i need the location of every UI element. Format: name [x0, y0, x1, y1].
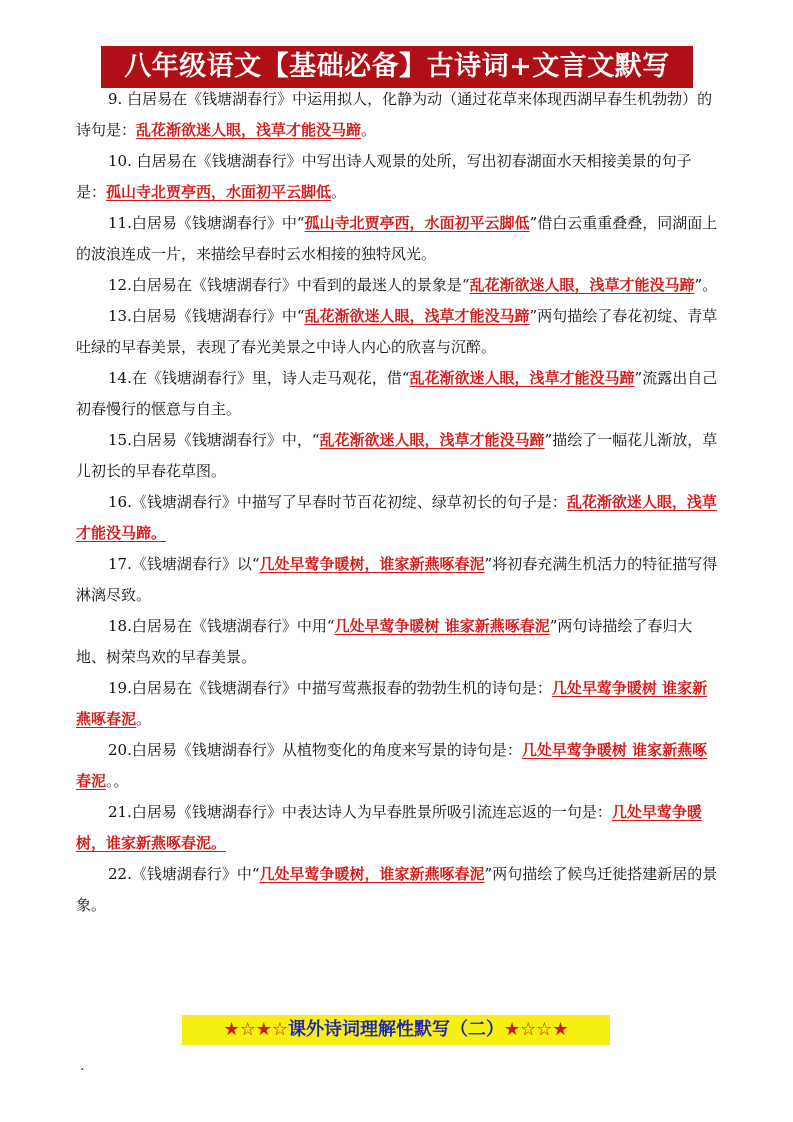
question-tail: ”描绘了一幅花儿渐放，草儿初长的早春花草图。 — [76, 431, 718, 480]
question-tail: ”两句描绘了候鸟迁徙搭建新居的景象。 — [76, 865, 718, 914]
question-tail: ”两句诗描绘了春归大地、树荣鸟欢的早春美景。 — [76, 617, 693, 666]
answer-text: 乱花渐欲迷人眼，浅草才能没马蹄 — [304, 307, 530, 325]
list-item — [76, 270, 720, 301]
question-text: 12.白居易在《钱塘湖春行》中看到的最迷人的景象是“ — [108, 276, 470, 294]
list-item — [76, 425, 720, 487]
list-item — [76, 301, 720, 363]
page-title: 八年级语文【基础必备】古诗词+文言文默写 — [101, 46, 693, 88]
answer-text: 孤山寺北贾亭西，水面初平云脚低 — [304, 214, 530, 232]
question-text: 11.白居易《钱塘湖春行》中“ — [108, 214, 305, 232]
question-text: 10. 白居易在《钱塘湖春行》中写出诗人观景的处所，写出初春湖面水天相接美景的句子是： — [76, 152, 692, 201]
star-icon-group-left: ★☆★☆ — [223, 1019, 288, 1040]
answer-text: 乱花渐欲迷人眼，浅草才能没马蹄 — [469, 276, 695, 294]
footer-mark: . — [80, 1058, 85, 1074]
list-item — [76, 84, 720, 146]
answer-text: 几处早莺争暖树，谁家新燕啄春泥。 — [76, 803, 702, 852]
list-item — [76, 549, 720, 611]
question-text: 21.白居易《钱塘湖春行》中表达诗人为早春胜景所吸引流连忘返的一句是： — [108, 803, 612, 821]
list-item — [76, 797, 720, 859]
section-title — [182, 1015, 610, 1045]
question-text: 22.《钱塘湖春行》中“ — [108, 865, 260, 883]
list-item — [76, 487, 720, 549]
question-tail: 。 — [331, 183, 347, 201]
star-icon-group-right: ★☆☆★ — [504, 1019, 569, 1040]
question-tail: ”将初春充满生机活力的特征描写得淋漓尽致。 — [76, 555, 718, 604]
question-tail: ”借白云重重叠叠，同湖面上的波浪连成一片，来描绘早春时云水相接的独特风光。 — [76, 214, 718, 263]
question-text: 16.《钱塘湖春行》中描写了早春时节百花初绽、绿草初长的句子是： — [108, 493, 567, 511]
answer-text: 乱花渐欲迷人眼，浅草才能没马蹄 — [409, 369, 635, 387]
question-text: 15.白居易《钱塘湖春行》中，“ — [108, 431, 320, 449]
question-tail: ”。 — [694, 276, 718, 294]
question-tail: 。。 — [106, 772, 129, 790]
question-text: 18.白居易在《钱塘湖春行》中用“ — [108, 617, 335, 635]
answer-text: 几处早莺争暖树 谁家新燕啄春泥 — [76, 679, 708, 728]
answer-text: 几处早莺争暖树，谁家新燕啄春泥 — [259, 555, 485, 573]
question-tail: ”两句描绘了春花初绽、青草吐绿的早春美景，表现了春光美景之中诗人内心的欣喜与沉醉。 — [76, 307, 718, 356]
answer-text: 几处早莺争暖树 谁家新燕啄春泥 — [76, 741, 708, 790]
answer-text: 几处早莺争暖树 谁家新燕啄春泥 — [334, 617, 550, 635]
question-text: 9. 白居易在《钱塘湖春行》中运用拟人，化静为动（通过花草来体现西湖早春生机勃勃）的诗句是： — [76, 90, 713, 139]
answer-text: 孤山寺北贾亭西，水面初平云脚低 — [106, 183, 332, 201]
list-item — [76, 735, 720, 797]
list-item — [76, 363, 720, 425]
question-text: 13.白居易《钱塘湖春行》中“ — [108, 307, 305, 325]
exercise-list — [76, 84, 720, 921]
answer-text: 乱花渐欲迷人眼，浅草才能没马蹄 — [319, 431, 545, 449]
question-text: 14.在《钱塘湖春行》里，诗人走马观花，借“ — [108, 369, 410, 387]
list-item — [76, 673, 720, 735]
question-text: 19.白居易在《钱塘湖春行》中描写莺燕报春的勃勃生机的诗句是： — [108, 679, 552, 697]
list-item — [76, 611, 720, 673]
question-tail: 。 — [361, 121, 377, 139]
list-item — [76, 146, 720, 208]
answer-text: 几处早莺争暖树，谁家新燕啄春泥 — [259, 865, 485, 883]
question-text: 17.《钱塘湖春行》以“ — [108, 555, 260, 573]
list-item — [76, 859, 720, 921]
question-tail: ”流露出自己初春慢行的惬意与自主。 — [76, 369, 718, 418]
answer-text: 乱花渐欲迷人眼，浅草才能没马蹄。 — [76, 493, 717, 542]
list-item — [76, 208, 720, 270]
answer-text: 乱花渐欲迷人眼，浅草才能没马蹄 — [136, 121, 362, 139]
question-tail: 。 — [136, 710, 152, 728]
question-text: 20.白居易《钱塘湖春行》从植物变化的角度来写景的诗句是： — [108, 741, 522, 759]
section-title-text: 课外诗词理解性默写（二） — [288, 1019, 504, 1040]
